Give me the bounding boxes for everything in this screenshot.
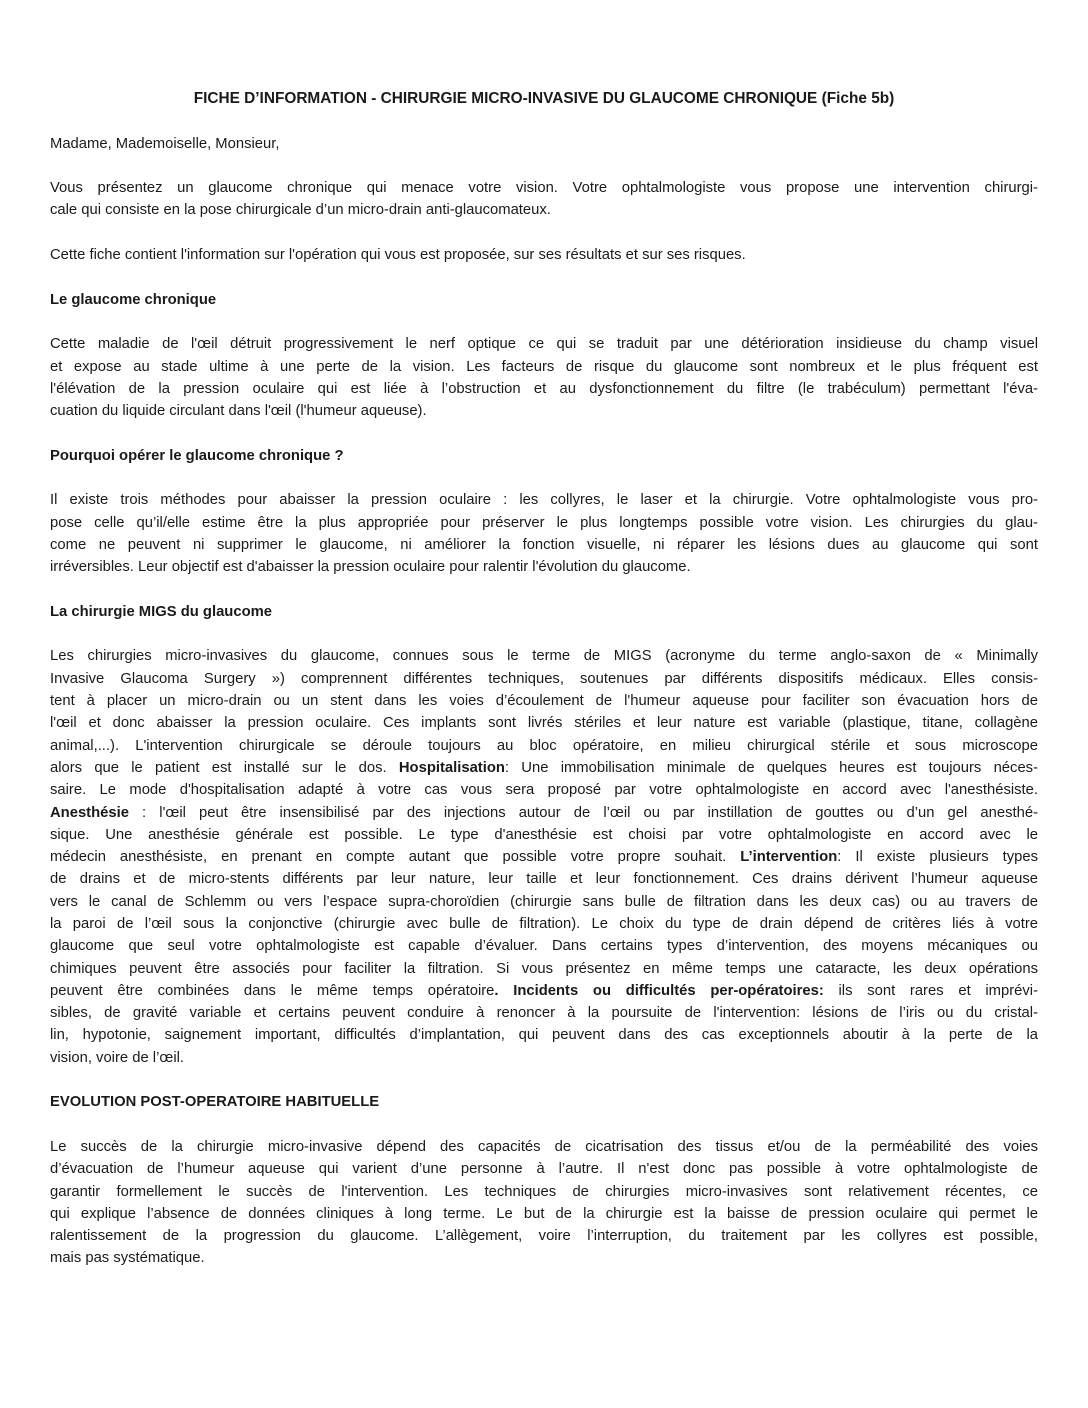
evolution-paragraph-line: garantir formellement le succès de l'intervention. Les techniques de chirurgies micro-invasives sont relativement récentes, ce bbox=[50, 1183, 1038, 1200]
chirurgie-migs-paragraph-line: de drains et de micro-stents différents par leur nature, leur taille et leur fonctionnement. Ces drains dérivent l’humeur aqueuse bbox=[50, 871, 1038, 888]
evolution-paragraph-line: mais pas systématique. bbox=[50, 1250, 205, 1267]
salutation bbox=[50, 133, 1038, 155]
document-body bbox=[50, 133, 1038, 1270]
pourquoi-operer-paragraph-line: come ne peuvent ni supprimer le glaucome, ni améliorer la fonction visuelle, ni réparer les lésions dues au glaucome qui sont bbox=[50, 536, 1038, 553]
intro-paragraph bbox=[50, 177, 1038, 222]
intro-paragraph-line: cale qui consiste en la pose chirurgicale d’un micro-drain anti-glaucomateux. bbox=[50, 202, 551, 219]
chirurgie-migs-paragraph-line: alors que le patient est installé sur le dos. Hospitalisation: Une immobilisation minimale de quelques heures est toujours néces- bbox=[50, 759, 1038, 776]
chirurgie-migs-paragraph-line: médecin anesthésiste, en prenant en compte autant que possible votre propre souhait. L’intervention: Il existe plusieurs types bbox=[50, 849, 1038, 866]
chirurgie-migs-paragraph-line: glaucome que seul votre ophtalmologiste est capable d’évaluer. Dans certains types d’intervention, des moyens mécaniques ou bbox=[50, 938, 1038, 955]
chirurgie-migs-paragraph-line: peuvent être combinées dans le même temps opératoire. Incidents ou difficultés per-opératoires: ils sont rares et imprévi- bbox=[50, 982, 1039, 999]
chirurgie-migs-paragraph-line: vision, voire de l’œil. bbox=[50, 1049, 185, 1066]
chirurgie-migs-paragraph-line: chimiques peuvent être associés pour faciliter la filtration. Si vous présentez en même temps une cataracte, les deux opérations bbox=[50, 960, 1038, 977]
chirurgie-migs-paragraph-line: Les chirurgies micro-invasives du glaucome, connues sous le terme de MIGS (acronyme du terme anglo-saxon de « Minimally bbox=[50, 648, 1038, 665]
chirurgie-migs-paragraph-line: Anesthésie : l'œil peut être insensibilisé par des injections autour de l’œil ou par instillation de gouttes ou d’un gel anesthé- bbox=[50, 804, 1038, 821]
glaucome-chronique-paragraph-line: l'élévation de la pression oculaire qui est liée à l’obstruction et au dysfonctionnement du filtre (le trabéculum) permettant l'éva- bbox=[50, 380, 1038, 397]
evolution-paragraph-line: Le succès de la chirurgie micro-invasive dépend des capacités de cicatrisation des tissus et/ou de la perméabilité des voies bbox=[50, 1138, 1038, 1155]
chirurgie-migs-paragraph-line: la paroi de l’œil sous la conjonctive (chirurgie avec bulle de filtration). Le choix du type de drain dépend de critères liés à votre bbox=[50, 915, 1038, 932]
chirurgie-migs-paragraph bbox=[50, 645, 1038, 1069]
chirurgie-migs-paragraph-line: saire. Le mode d'hospitalisation adapté à votre cas vous sera proposé par votre ophtalmologiste en accord avec l'anesthésiste. bbox=[50, 782, 1038, 799]
glaucome-chronique-paragraph-line: et expose au stade ultime à une perte de la vision. Les facteurs de risque du glaucome sont nombreux et le plus fréquent est bbox=[50, 358, 1038, 375]
heading-pourquoi-operer: Pourquoi opérer le glaucome chronique ? bbox=[50, 447, 344, 464]
evolution-paragraph-line: d’évacuation de l’humeur aqueuse qui varient d’une personne à l’autre. Il n'est donc pas possible à votre ophtalmologiste de bbox=[50, 1161, 1038, 1178]
evolution-paragraph-line: ralentissement de la progression du glaucome. L’allègement, voire l’interruption, du traitement par les collyres est possible, bbox=[50, 1228, 1038, 1245]
chirurgie-migs-paragraph-line: tent à placer un micro-drain ou un stent dans les voies d’écoulement de l'humeur aqueuse pour faciliter son évacuation hors de bbox=[50, 693, 1038, 710]
chirurgie-migs-paragraph-line: sique. Une anesthésie générale est possible. Le type d'anesthésie est choisi par votre ophtalmologiste en accord avec le bbox=[50, 826, 1038, 843]
chirurgie-migs-paragraph-line: sibles, de gravité variable et certains peuvent conduire à renoncer à la poursuite de l'intervention: lésions de l’iris ou du cristal- bbox=[50, 1005, 1038, 1022]
document-title: FICHE D’INFORMATION - CHIRURGIE MICRO-INVASIVE DU GLAUCOME CHRONIQUE (Fiche 5b) bbox=[193, 90, 895, 107]
pourquoi-operer-paragraph-line: irréversibles. Leur objectif est d'abaisser la pression oculaire pour ralentir l'évolution du glaucome. bbox=[50, 559, 691, 576]
glaucome-chronique-paragraph bbox=[50, 333, 1038, 422]
chirurgie-migs-paragraph-line: lin, hypotonie, saignement important, difficultés d’implantation, qui peuvent dans des cas exceptionnels aboutir à la perte de la bbox=[50, 1027, 1038, 1044]
intro-paragraph-line: Vous présentez un glaucome chronique qui menace votre vision. Votre ophtalmologiste vous propose une intervention chirurgi- bbox=[50, 180, 1038, 197]
chirurgie-migs-paragraph-line: animal,...). L'intervention chirurgicale se déroule toujours au bloc opératoire, en milieu chirurgical stérile et sous microscope bbox=[50, 737, 1038, 754]
pourquoi-operer-paragraph bbox=[50, 489, 1038, 578]
heading-chirurgie-migs: La chirurgie MIGS du glaucome bbox=[50, 603, 272, 620]
glaucome-chronique-paragraph-line: Cette maladie de l'œil détruit progressivement le nerf optique ce qui se traduit par une détérioration insidieuse du champ visuel bbox=[50, 336, 1038, 353]
salutation-line: Madame, Mademoiselle, Monsieur, bbox=[50, 135, 280, 152]
evolution-paragraph bbox=[50, 1136, 1038, 1270]
chirurgie-migs-paragraph-line: vers le canal de Schlemm ou vers l’espace supra-choroïdien (chirurgie sans bulle de filtration dans les deux cas) ou au travers de bbox=[50, 893, 1038, 910]
chirurgie-migs-paragraph-line: l'œil et donc abaisser la pression oculaire. Ces implants sont livrés stériles et leur nature est variable (plastique, titane, collagène bbox=[50, 715, 1038, 732]
fiche-purpose-paragraph-line: Cette fiche contient l'information sur l'opération qui vous est proposée, sur ses résultats et sur ses risques. bbox=[50, 247, 746, 264]
pourquoi-operer-paragraph-line: Il existe trois méthodes pour abaisser la pression oculaire : les collyres, le laser et la chirurgie. Votre ophtalmologiste vous pro- bbox=[50, 492, 1038, 509]
heading-le-glaucome-chronique: Le glaucome chronique bbox=[50, 291, 217, 308]
heading-evolution-post-operatoire: EVOLUTION POST-OPERATOIRE HABITUELLE bbox=[50, 1094, 380, 1111]
pourquoi-operer-paragraph-line: pose celle qu’il/elle estime être la plus appropriée pour préserver le plus longtemps possible votre vision. Les chirurgies du glau- bbox=[50, 514, 1038, 531]
glaucome-chronique-paragraph-line: cuation du liquide circulant dans l'œil (l'humeur aqueuse). bbox=[50, 403, 427, 420]
fiche-purpose-paragraph bbox=[50, 244, 1038, 266]
chirurgie-migs-paragraph-line: Invasive Glaucoma Surgery ») comprennent différentes techniques, soutenues par différents dispositifs médicaux. Elles consis- bbox=[50, 670, 1038, 687]
evolution-paragraph-line: qui explique l’absence de données cliniques à long terme. Le but de la chirurgie est la baisse de pression oculaire qui permet le bbox=[50, 1205, 1038, 1222]
